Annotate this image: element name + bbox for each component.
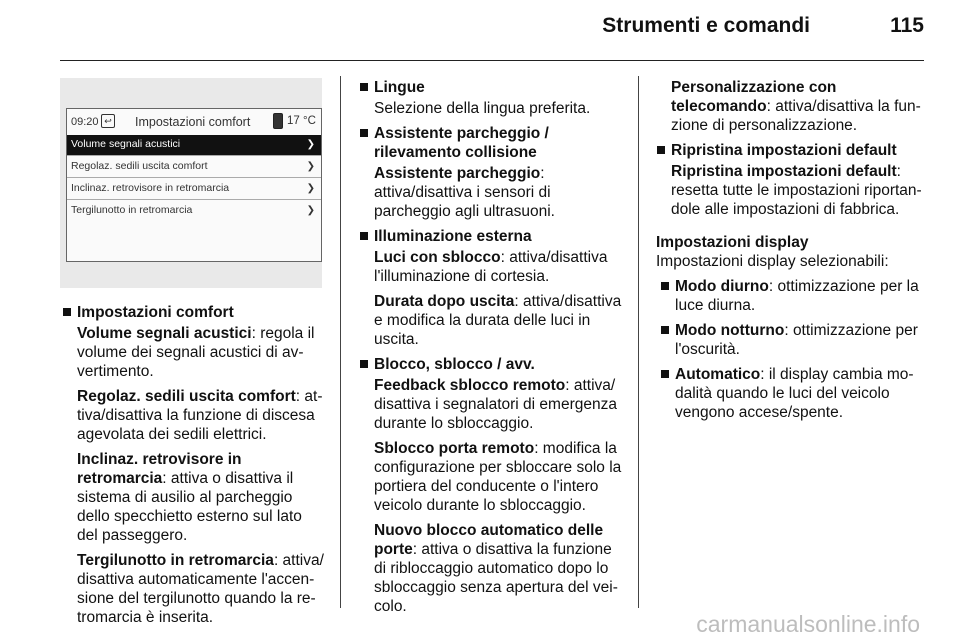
paragraph: Regolaz. sedili uscita comfort: attiva/disattiva la funzione di discesa agevolata dei sedili elettrici.: [77, 388, 323, 443]
paragraph: Sblocco porta remoto: modifica la configurazione per sbloccare solo la portiera del conducente o l'intero veicolo durante lo sbloccaggio.: [374, 440, 622, 514]
bullet-heading: Impostazioni comfort: [62, 303, 324, 322]
menu-item: [67, 179, 321, 199]
display-screenshot: [66, 108, 322, 262]
bullet-heading: Illuminazione esterna: [359, 227, 624, 246]
list-item: Automatico: il display cambia modalità quando le luci del veicolo vengono accese/spente.: [660, 365, 924, 422]
menu-item-label: Regolaz. sedili uscita comfort: [71, 160, 208, 172]
header-rule: [60, 60, 924, 61]
column-divider: [340, 76, 341, 608]
menu-item: [67, 135, 321, 155]
paragraph: Luci con sblocco: attiva/disattiva l'illuminazione di cortesia.: [374, 249, 608, 285]
menu-item-label: Inclinaz. retrovisore in retromarcia: [71, 182, 230, 194]
paragraph: Durata dopo uscita: attiva/disattiva e modifica la durata delle luci in uscita.: [374, 293, 622, 348]
chevron-right-icon: ❯: [306, 161, 315, 172]
menu-item: [67, 201, 321, 221]
paragraph: Ripristina impostazioni default: resetta tutte le impostazioni riportandole alle impostazioni di fabbrica.: [671, 163, 922, 218]
column-1: [62, 303, 324, 633]
bullet-heading: Lingue: [359, 78, 624, 97]
display-temperature: 17 °C: [287, 115, 316, 127]
chevron-right-icon: ❯: [306, 139, 315, 150]
column-divider: [638, 76, 639, 608]
chevron-right-icon: ❯: [306, 205, 315, 216]
display-time: 09:20: [71, 116, 99, 128]
display-title: Impostazioni comfort: [135, 115, 251, 129]
paragraph: Impostazioni display selezionabili:: [656, 253, 889, 270]
column-2: [359, 78, 624, 622]
chevron-right-icon: ❯: [306, 183, 315, 194]
display-status-bar: [67, 109, 321, 135]
paragraph: Selezione della lingua preferita.: [374, 100, 591, 117]
paragraph: Volume segnali acustici: regola il volume dei segnali acustici di avvertimento.: [77, 325, 315, 380]
watermark: carmanualsonline.info: [696, 611, 920, 637]
thermometer-icon: [273, 113, 283, 129]
bullet-heading: Blocco, sblocco / avv.: [359, 355, 624, 374]
paragraph: Inclinaz. retrovisore in retromarcia: attiva o disattiva il sistema di ausilio al parcheggio dello specchietto esterno sul lato del passeggero.: [77, 451, 302, 544]
back-icon: ↩: [101, 114, 115, 128]
bullet-heading: Ripristina impostazioni default: [656, 141, 924, 160]
page-header-title: Strumenti e comandi: [602, 14, 810, 37]
section-heading: Impostazioni display: [656, 234, 809, 251]
paragraph: Feedback sblocco remoto: attiva/ disattiva i segnalatori di emergenza durante lo sbloccaggio.: [374, 377, 617, 432]
page-number: 115: [890, 14, 924, 37]
column-3: [656, 78, 924, 424]
paragraph: Nuovo blocco automatico delle porte: attiva o disattiva la funzione di ribloccaggio automatico dopo lo sbloccaggio senza apertura del veicolo.: [374, 522, 618, 615]
bullet-heading: Assistente parcheggio / rilevamento collisione: [359, 124, 624, 162]
menu-item: [67, 157, 321, 177]
paragraph: Assistente parcheggio: attiva/disattiva i sensori di parcheggio agli ultrasuoni.: [374, 165, 555, 220]
menu-item-label: Tergilunotto in retromarcia: [71, 204, 193, 216]
list-item: Modo notturno: ottimizzazione per l'oscurità.: [660, 321, 924, 359]
menu-item-label: Volume segnali acustici: [71, 138, 181, 150]
list-item: Modo diurno: ottimizzazione per la luce diurna.: [660, 277, 924, 315]
paragraph: Tergilunotto in retromarcia: attiva/ disattiva automaticamente l'accensione del tergilunotto quando la retromarcia è inserita.: [77, 552, 324, 626]
paragraph: Personalizzazione con telecomando: attiva/disattiva la funzione di personalizzazione.: [671, 79, 921, 134]
